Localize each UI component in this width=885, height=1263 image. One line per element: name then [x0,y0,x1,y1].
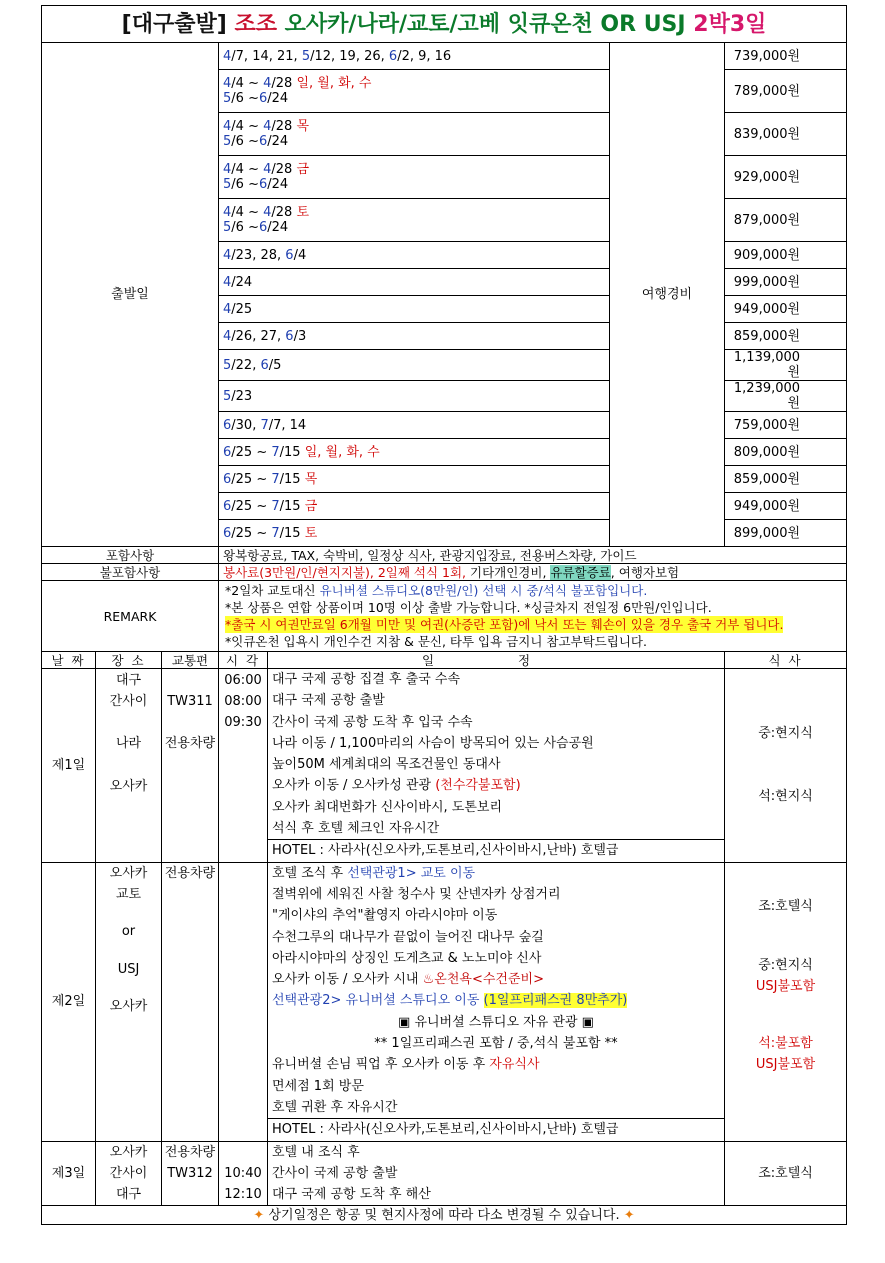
price-value: 1,139,000원 [725,350,847,381]
day3-meal: 조:호텔식 [725,1141,847,1206]
price-row-dates: 5/23 [219,381,610,412]
header-plan: 일 정 [268,652,725,669]
price-row-dates: 6/25 ~ 7/15 금 [219,493,610,520]
day3-label: 제3일 [42,1141,96,1206]
price-row-dates: 6/25 ~ 7/15 토 [219,520,610,547]
itinerary-table [41,5,847,1225]
header-time: 시 각 [219,652,268,669]
departure-date-label: 출발일 [42,43,219,547]
day1-meals: 중:현지식 석:현지식 [725,669,847,863]
day1-label: 제1일 [42,669,96,863]
price-value: 949,000원 [725,296,847,323]
price-value: 739,000원 [725,43,847,70]
header-date: 날 짜 [42,652,96,669]
day1-plan: 대구 국제 공항 집결 후 출국 수속 대구 국제 공항 출발 간사이 국제 공항 도착 후 입국 수속 나라 이동 / 1,100마리의 사슴이 방목되어 있는 사슴공원 높이50M 세계최대의 목조건물인 동대사 오사카 이동 / 오사카성 관광 (천수각불포함) 오사카 최대번화가 신사이바시, 도톤보리 석식 후 호텔 체크인 자유시간 HOTEL : 사라사(신오사카,도톤보리,신사이바시,난바) 호텔급 [268,669,725,863]
included-label: 포함사항 [42,547,219,564]
day2-transport: 전용차량 [162,862,219,1141]
price-row-dates: 4/26, 27, 6/3 [219,323,610,350]
price-value: 1,239,000원 [725,381,847,412]
header-place: 장 소 [96,652,162,669]
day1-times: 06:00 08:00 09:30 [219,669,268,863]
day3-times: 10:40 12:10 [219,1141,268,1206]
price-value: 809,000원 [725,439,847,466]
star-icon: ✦ [623,1207,635,1223]
price-value: 899,000원 [725,520,847,547]
price-row-dates: 6/30, 7/7, 14 [219,412,610,439]
day1-transport: TW311 전용차량 [162,669,219,863]
itinerary-sheet [41,5,846,1225]
excluded-text: 봉사료(3만원/인/현지지불), 2일째 석식 1회, 기타개인경비, 유류할증료, 여행자보험 [219,564,847,581]
price-row-dates: 4/4 ~ 4/28 목 5/6 ~6/24 [219,113,610,156]
day2-times [219,862,268,1141]
price-row-dates: 4/7, 14, 21, 5/12, 19, 26, 6/2, 9, 16 [219,43,610,70]
price-row-dates: 4/4 ~ 4/28 금 5/6 ~6/24 [219,156,610,199]
price-value: 759,000원 [725,412,847,439]
day2-hotel: HOTEL : 사라사(신오사카,도톤보리,신사이바시,난바) 호텔급 [268,1118,724,1140]
header-transport: 교통편 [162,652,219,669]
price-row-dates: 5/22, 6/5 [219,350,610,381]
price-value: 859,000원 [725,323,847,350]
day1-places: 대구 간사이 나라 오사카 [96,669,162,863]
header-meal: 식 사 [725,652,847,669]
day1-hotel: HOTEL : 사라사(신오사카,도톤보리,신사이바시,난바) 호텔급 [268,839,724,861]
star-icon: ✦ [253,1207,265,1223]
price-value: 929,000원 [725,156,847,199]
price-value: 859,000원 [725,466,847,493]
page-title: [대구출발] 조조 오사카/나라/교토/고베 잇큐온천 OR USJ 2박3일 [42,6,847,43]
price-row-dates: 4/25 [219,296,610,323]
day3-places: 오사카 간사이 대구 [96,1141,162,1206]
price-value: 839,000원 [725,113,847,156]
price-row-dates: 4/4 ~ 4/28 일, 월, 화, 수 5/6 ~6/24 [219,70,610,113]
price-row-dates: 4/4 ~ 4/28 토 5/6 ~6/24 [219,199,610,242]
included-text: 왕복항공료, TAX, 숙박비, 일정상 식사, 관광지입장료, 전용버스차량, 가이드 [219,547,847,564]
footer-note: ✦ 상기일정은 항공 및 현지사정에 따라 다소 변경될 수 있습니다. ✦ [42,1206,847,1225]
price-row-dates: 6/25 ~ 7/15 목 [219,466,610,493]
price-value: 879,000원 [725,199,847,242]
day2-label: 제2일 [42,862,96,1141]
remark-label: REMARK [42,581,219,652]
price-value: 949,000원 [725,493,847,520]
price-row-dates: 4/24 [219,269,610,296]
price-value: 999,000원 [725,269,847,296]
day2-meals: 조:호텔식 중:현지식 USJ불포함 석:불포함 USJ불포함 [725,862,847,1141]
excluded-label: 불포함사항 [42,564,219,581]
price-row-dates: 4/23, 28, 6/4 [219,242,610,269]
travel-cost-label: 여행경비 [610,43,725,547]
price-value: 789,000원 [725,70,847,113]
price-value: 909,000원 [725,242,847,269]
day2-plan: 호텔 조식 후 선택관광1> 교토 이동 절벽위에 세워진 사찰 청수사 및 산넨자카 상점거리 "게이샤의 추억"촬영지 아라시야마 이동 수천그루의 대나무가 끝없이 늘어진 대나무 숲길 아라시야마의 상징인 도게츠교 & 노노미야 신사 오사카 이동 / 오사카 시내 ♨온천욕<수건준비> 선택관광2> 유니버셜 스튜디오 이동 (1일프리패스권 8만추가) ▣ 유니버셜 스튜디오 자유 관광 ▣ ** 1일프리패스권 포함 / 중,석식 불포함 ** 유니버셜 손님 픽업 후 오사카 이동 후 자유식사 면세점 1회 방문 호텔 귀환 후 자유시간 HOTEL : 사라사(신오사카,도톤보리,신사이바시,난바) 호텔급 [268,862,725,1141]
price-row-dates: 6/25 ~ 7/15 일, 월, 화, 수 [219,439,610,466]
remark-text: *2일차 교토대신 유니버셜 스튜디오(8만원/인) 선택 시 중/석식 불포함입니다. *본 상품은 연합 상품이며 10명 이상 출발 가능합니다. *싱글차지 전일정 6만원/인입니다. *출국 시 여권만료일 6개월 미만 및 여권(사증란 포함)에 낙서 또는 훼손이 있을 경우 출국 거부 됩니다. *잇큐온천 입욕시 개인수건 지참 & 문신, 타투 입욕 금지니 참고부탁드립니다. [219,581,847,652]
day2-places: 오사카 교토 or USJ 오사카 [96,862,162,1141]
day3-transport: 전용차량 TW312 [162,1141,219,1206]
day3-plan: 호텔 내 조식 후 간사이 국제 공항 출발 대구 국제 공항 도착 후 해산 [268,1141,725,1206]
